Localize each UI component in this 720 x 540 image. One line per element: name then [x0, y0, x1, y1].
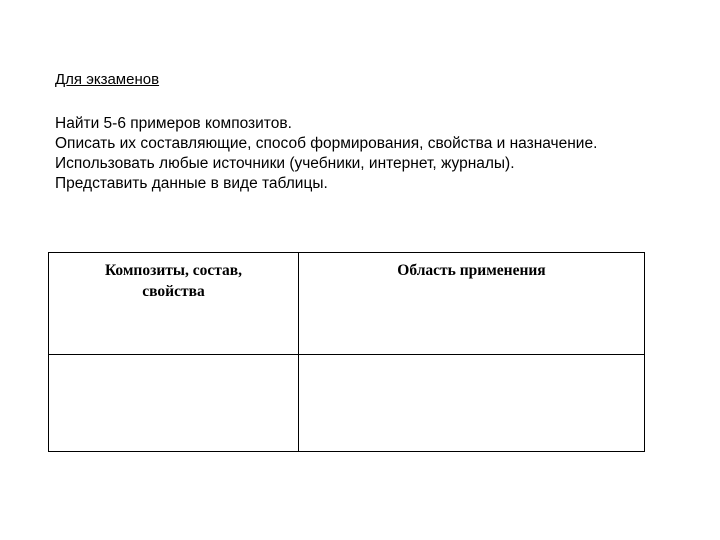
header-line: свойства [142, 283, 205, 300]
header-line: Композиты, состав, [104, 262, 243, 279]
instruction-line: Использовать любые источники (учебники, интернет, журналы). [55, 155, 515, 172]
section-heading: Для экзаменов [55, 71, 160, 88]
header-line: Область применения [397, 262, 546, 279]
header-text-application [299, 253, 644, 281]
instructions-block [55, 114, 597, 194]
table-cell [49, 355, 299, 452]
instruction-line: Описать их составляющие, способ формирования, свойства и назначение. [55, 135, 598, 152]
table-cell [299, 355, 645, 452]
instruction-line: Найти 5-6 примеров композитов. [55, 115, 292, 132]
header-cell-composites [49, 253, 299, 355]
table-row [49, 355, 645, 452]
header-cell-application [299, 253, 645, 355]
instruction-line: Представить данные в виде таблицы. [55, 175, 328, 192]
composites-table [48, 252, 645, 452]
table-header-row [49, 253, 645, 355]
header-text-composites [49, 253, 298, 302]
